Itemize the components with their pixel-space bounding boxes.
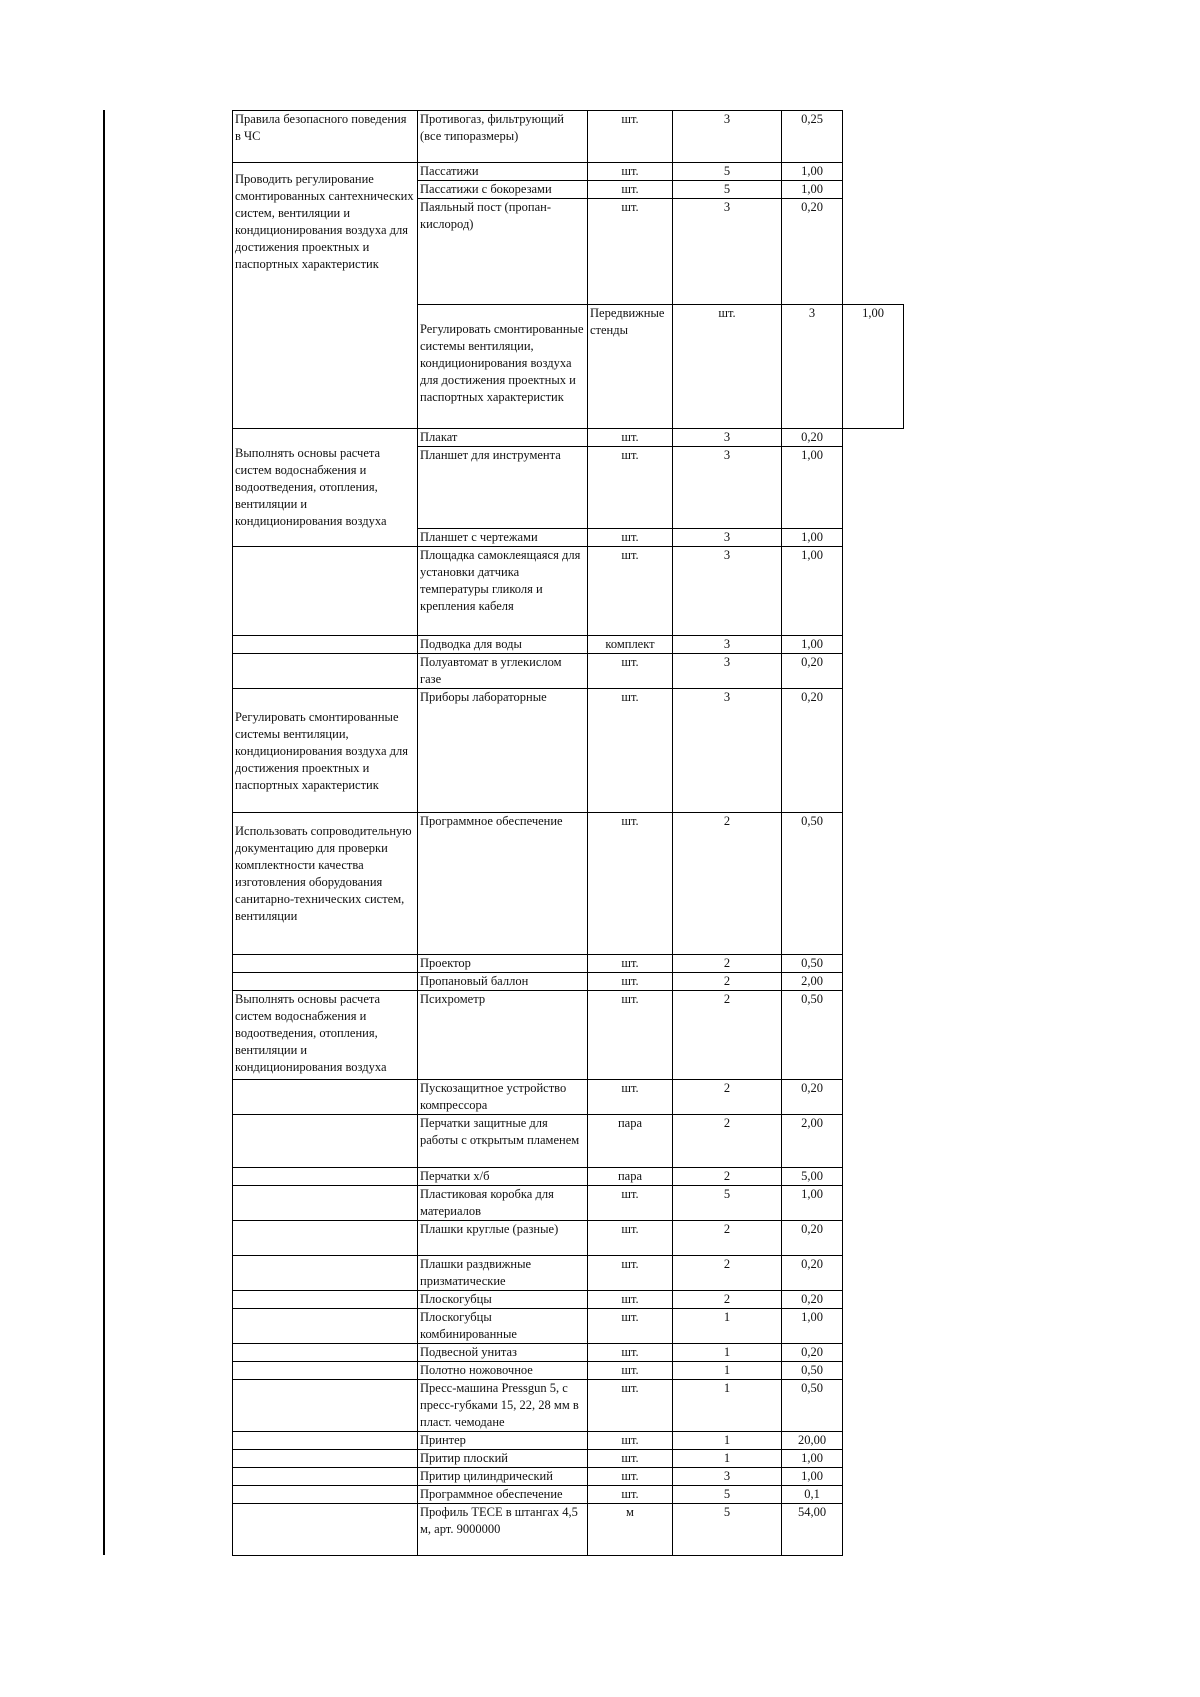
unit-cell: комплект (588, 636, 673, 654)
unit-cell: шт. (588, 529, 673, 547)
unit-cell: шт. (588, 1256, 673, 1291)
value-cell: 0,50 (782, 1362, 843, 1380)
skill-text: Проводить регулирование смонтированных сантехнических систем, вентиляции и кондиционирования воздуха для достижения проектных и паспортных характеристик (235, 172, 414, 271)
value-cell: 2,00 (782, 973, 843, 991)
item-cell: Полотно ножовочное (418, 1362, 588, 1380)
unit-cell: шт. (588, 181, 673, 199)
skill-cell (233, 1450, 418, 1468)
value-cell: 0,20 (782, 1291, 843, 1309)
item-cell: Программное обеспечение (418, 1486, 588, 1504)
unit-cell: шт. (588, 163, 673, 181)
value-cell: 0,20 (782, 1080, 843, 1115)
item-cell: Пластиковая коробка для материалов (418, 1186, 588, 1221)
table-row (233, 654, 904, 689)
skill-cell (233, 429, 418, 547)
value-cell: 0,20 (782, 199, 843, 305)
skill-cell (233, 1468, 418, 1486)
unit-cell: шт. (588, 991, 673, 1080)
value-cell: 1,00 (782, 636, 843, 654)
value-cell: 0,50 (782, 991, 843, 1080)
unit-cell: шт. (588, 689, 673, 813)
unit-cell: шт. (588, 654, 673, 689)
value-cell: 0,50 (782, 1380, 843, 1432)
value-cell: 2,00 (782, 1115, 843, 1168)
unit-cell: шт. (588, 1362, 673, 1380)
value-cell: 0,20 (782, 654, 843, 689)
table-row (233, 111, 904, 163)
value-cell: 0,1 (782, 1486, 843, 1504)
skill-text: Выполнять основы расчета систем водоснабжения и водоотведения, отопления, вентиляции и кондиционирования воздуха (235, 446, 387, 528)
table-row (233, 1380, 904, 1432)
item-cell: Полуавтомат в углекислом газе (418, 654, 588, 689)
item-cell: Противогаз, фильтрующий (все типоразмеры) (418, 111, 588, 163)
quantity-cell: 3 (673, 547, 782, 636)
skill-cell (233, 689, 418, 813)
quantity-cell: 3 (782, 305, 843, 429)
quantity-cell: 5 (673, 1504, 782, 1556)
unit-cell: шт. (673, 305, 782, 429)
unit-cell: шт. (588, 429, 673, 447)
table-row (233, 1309, 904, 1344)
table-row (233, 1344, 904, 1362)
table-row (233, 991, 904, 1080)
skill-text: Правила безопасного поведения в ЧС (235, 112, 407, 143)
item-cell: Пассатижи с бокорезами (418, 181, 588, 199)
quantity-cell: 3 (673, 1468, 782, 1486)
quantity-cell: 2 (673, 1115, 782, 1168)
skill-cell (233, 547, 418, 636)
skill-cell (233, 1115, 418, 1168)
item-cell: Притир плоский (418, 1450, 588, 1468)
skill-cell (233, 1168, 418, 1186)
unit-cell: шт. (588, 1344, 673, 1362)
quantity-cell: 5 (673, 1186, 782, 1221)
item-cell: Планшет с чертежами (418, 529, 588, 547)
quantity-cell: 1 (673, 1450, 782, 1468)
value-cell: 5,00 (782, 1168, 843, 1186)
table-row (233, 547, 904, 636)
table-row (233, 973, 904, 991)
unit-cell: шт. (588, 955, 673, 973)
quantity-cell: 3 (673, 447, 782, 529)
value-cell: 1,00 (782, 1309, 843, 1344)
table-row (233, 1168, 904, 1186)
unit-cell: м (588, 1504, 673, 1556)
unit-cell: пара (588, 1115, 673, 1168)
item-cell: Пресс-машина Pressgun 5, с пресс-губками 15, 22, 28 мм в пласт. чемодане (418, 1380, 588, 1432)
item-cell: Профиль TECE в штангах 4,5 м, арт. 9000000 (418, 1504, 588, 1556)
value-cell: 0,20 (782, 429, 843, 447)
item-cell: Пассатижи (418, 163, 588, 181)
table-row (233, 1080, 904, 1115)
skill-cell (233, 1221, 418, 1256)
value-cell: 1,00 (782, 1186, 843, 1221)
quantity-cell: 3 (673, 636, 782, 654)
value-cell: 0,50 (782, 955, 843, 973)
quantity-cell: 1 (673, 1309, 782, 1344)
item-cell: Пускозащитное устройство компрессора (418, 1080, 588, 1115)
item-cell: Пропановый баллон (418, 973, 588, 991)
skill-text: Регулировать смонтированные системы вентиляции, кондиционирования воздуха для достижения проектных и паспортных характеристик (235, 710, 408, 792)
quantity-cell: 3 (673, 689, 782, 813)
quantity-cell: 2 (673, 1291, 782, 1309)
item-cell: Планшет для инструмента (418, 447, 588, 529)
unit-cell: шт. (588, 447, 673, 529)
item-cell: Плоскогубцы комбинированные (418, 1309, 588, 1344)
item-cell: Плоскогубцы (418, 1291, 588, 1309)
quantity-cell: 2 (673, 973, 782, 991)
value-cell: 1,00 (782, 1468, 843, 1486)
table-row (233, 1504, 904, 1556)
item-cell: Принтер (418, 1432, 588, 1450)
unit-cell: шт. (588, 1468, 673, 1486)
unit-cell: шт. (588, 111, 673, 163)
quantity-cell: 5 (673, 181, 782, 199)
quantity-cell: 3 (673, 199, 782, 305)
value-cell: 1,00 (782, 163, 843, 181)
unit-cell: шт. (588, 1309, 673, 1344)
value-cell: 0,20 (782, 1344, 843, 1362)
quantity-cell: 2 (673, 991, 782, 1080)
skill-cell (233, 813, 418, 955)
quantity-cell: 5 (673, 163, 782, 181)
unit-cell: шт. (588, 1380, 673, 1432)
value-cell: 0,25 (782, 111, 843, 163)
quantity-cell: 3 (673, 654, 782, 689)
skill-cell (233, 1291, 418, 1309)
skill-cell (233, 1486, 418, 1504)
table-row (233, 1186, 904, 1221)
table-row (233, 955, 904, 973)
quantity-cell: 1 (673, 1344, 782, 1362)
value-cell: 1,00 (782, 181, 843, 199)
quantity-cell: 2 (673, 955, 782, 973)
unit-cell: шт. (588, 1486, 673, 1504)
table-row (233, 689, 904, 813)
item-cell: Психрометр (418, 991, 588, 1080)
unit-cell: шт. (588, 1291, 673, 1309)
quantity-cell: 1 (673, 1362, 782, 1380)
table-row (233, 1432, 904, 1450)
value-cell: 1,00 (843, 305, 904, 429)
skill-cell (233, 1432, 418, 1450)
skill-cell (233, 991, 418, 1080)
skill-cell (233, 1380, 418, 1432)
skill-cell (233, 955, 418, 973)
skill-cell (233, 1080, 418, 1115)
equipment-table-body (233, 111, 904, 1556)
table-row (233, 1221, 904, 1256)
item-cell: Программное обеспечение (418, 813, 588, 955)
item-cell: Перчатки х/б (418, 1168, 588, 1186)
skill-cell (233, 111, 418, 163)
table-row (233, 636, 904, 654)
table-row (233, 429, 904, 447)
quantity-cell: 1 (673, 1432, 782, 1450)
equipment-table (232, 110, 904, 1556)
quantity-cell: 2 (673, 1256, 782, 1291)
item-cell: Площадка самоклеящаяся для установки датчика температуры гликоля и крепления кабеля (418, 547, 588, 636)
skill-cell (233, 1504, 418, 1556)
unit-cell: шт. (588, 1450, 673, 1468)
skill-text: Использовать сопроводительную документацию для проверки комплектности качества изготовления оборудования санитарно-технических систем, вентиляции (235, 824, 412, 923)
skill-cell (233, 1256, 418, 1291)
table-row (233, 163, 904, 181)
value-cell: 20,00 (782, 1432, 843, 1450)
value-cell: 1,00 (782, 547, 843, 636)
value-cell: 0,20 (782, 689, 843, 813)
value-cell: 1,00 (782, 1450, 843, 1468)
item-cell: Проектор (418, 955, 588, 973)
skill-cell (233, 1186, 418, 1221)
item-cell: Подвесной унитаз (418, 1344, 588, 1362)
item-cell: Паяльный пост (пропан-кислород) (418, 199, 588, 305)
table-row (233, 813, 904, 955)
unit-cell: шт. (588, 1432, 673, 1450)
quantity-cell: 2 (673, 1168, 782, 1186)
value-cell: 1,00 (782, 529, 843, 547)
unit-cell: шт. (588, 1080, 673, 1115)
quantity-cell: 3 (673, 529, 782, 547)
unit-cell: шт. (588, 1221, 673, 1256)
item-cell: Передвижные стенды (588, 305, 673, 429)
value-cell: 0,20 (782, 1221, 843, 1256)
table-row (233, 1362, 904, 1380)
item-cell: Притир цилиндрический (418, 1468, 588, 1486)
quantity-cell: 5 (673, 1486, 782, 1504)
value-cell: 54,00 (782, 1504, 843, 1556)
skill-cell (233, 654, 418, 689)
skill-cell (418, 305, 588, 429)
item-cell: Плашки круглые (разные) (418, 1221, 588, 1256)
item-cell: Подводка для воды (418, 636, 588, 654)
quantity-cell: 3 (673, 429, 782, 447)
table-row (233, 1256, 904, 1291)
quantity-cell: 2 (673, 813, 782, 955)
table-row (233, 1450, 904, 1468)
quantity-cell: 1 (673, 1380, 782, 1432)
table-row (233, 1486, 904, 1504)
unit-cell: шт. (588, 973, 673, 991)
skill-cell (233, 973, 418, 991)
item-cell: Приборы лабораторные (418, 689, 588, 813)
item-cell: Плакат (418, 429, 588, 447)
skill-text: Выполнять основы расчета систем водоснабжения и водоотведения, отопления, вентиляции и кондиционирования воздуха (235, 992, 387, 1074)
unit-cell: шт. (588, 547, 673, 636)
item-cell: Перчатки защитные для работы с открытым пламенем (418, 1115, 588, 1168)
skill-cell (233, 1362, 418, 1380)
value-cell: 1,00 (782, 447, 843, 529)
table-row (233, 1468, 904, 1486)
skill-cell (233, 1309, 418, 1344)
quantity-cell: 3 (673, 111, 782, 163)
page-margin-line (103, 110, 105, 1555)
skill-cell (233, 1344, 418, 1362)
table-row (233, 1291, 904, 1309)
table-row (233, 1115, 904, 1168)
unit-cell: шт. (588, 813, 673, 955)
skill-cell (233, 163, 418, 429)
item-cell: Плашки раздвижные призматические (418, 1256, 588, 1291)
skill-text: Регулировать смонтированные системы вентиляции, кондиционирования воздуха для достижения проектных и паспортных характеристик (420, 322, 584, 404)
quantity-cell: 2 (673, 1080, 782, 1115)
unit-cell: шт. (588, 1186, 673, 1221)
value-cell: 0,20 (782, 1256, 843, 1291)
value-cell: 0,50 (782, 813, 843, 955)
quantity-cell: 2 (673, 1221, 782, 1256)
skill-cell (233, 636, 418, 654)
unit-cell: пара (588, 1168, 673, 1186)
unit-cell: шт. (588, 199, 673, 305)
